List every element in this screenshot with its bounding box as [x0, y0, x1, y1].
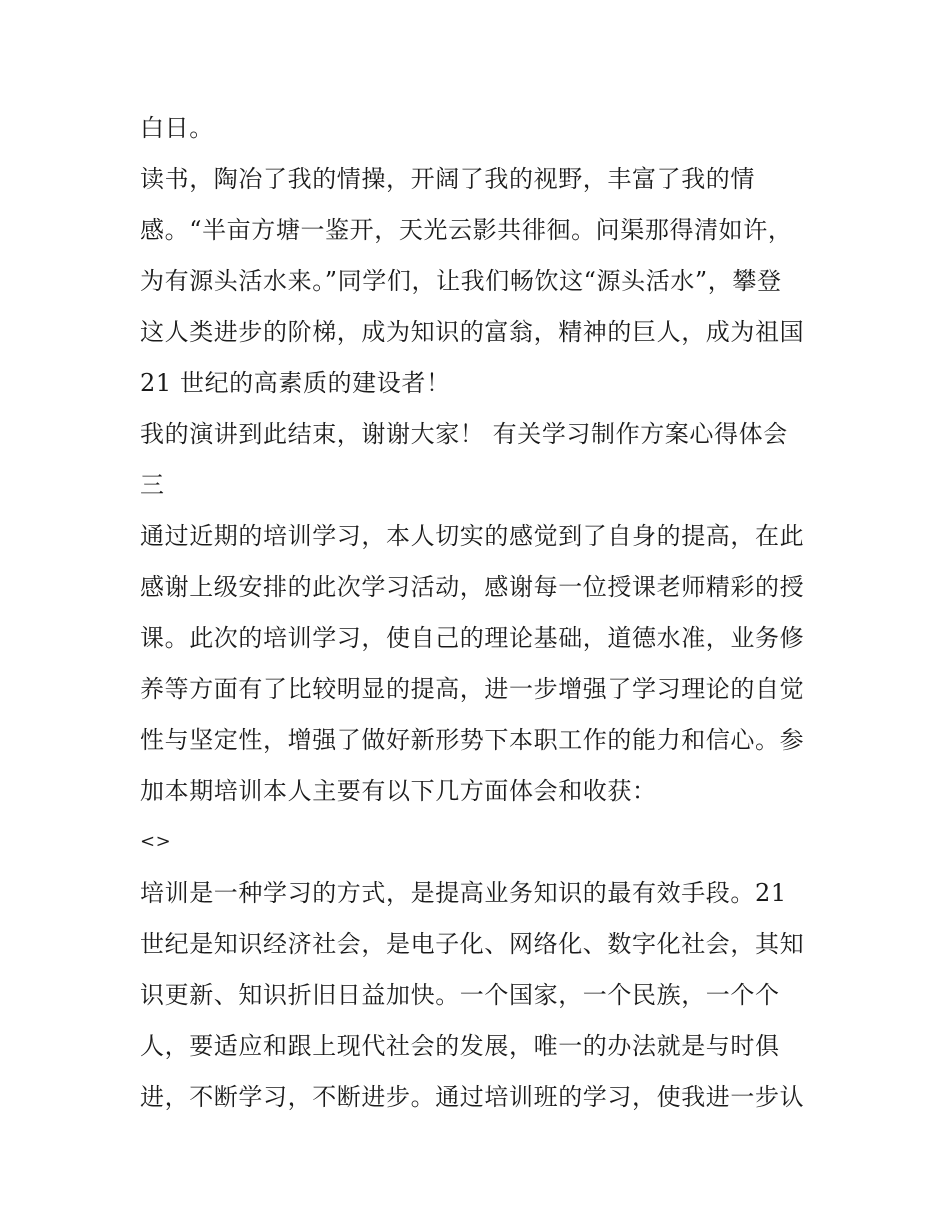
- text-line: 人，要适应和跟上现代社会的发展，唯一的办法就是与时俱: [140, 1032, 780, 1060]
- text-line: 培训是一种学习的方式，是提高业务知识的最有效手段。21: [140, 879, 787, 907]
- text-line: 我的演讲到此结束，谢谢大家！ 有关学习制作方案心得体会: [140, 420, 788, 448]
- text-line: 白日。: [140, 114, 214, 142]
- text-line: 感。“半亩方塘一鉴开，天光云影共徘徊。问渠那得清如许，: [140, 216, 793, 244]
- section-marker: <>: [140, 831, 172, 852]
- text-line: 读书，陶冶了我的情操，开阔了我的视野，丰富了我的情: [140, 165, 755, 193]
- text-line: 世纪是知识经济社会，是电子化、网络化、数字化社会，其知: [140, 930, 805, 958]
- text-line: 课。此次的培训学习，使自己的理论基础，道德水准，业务修: [140, 624, 805, 652]
- text-line: 21 世纪的高素质的建设者！: [140, 369, 451, 397]
- text-line: 为有源头活水来。”同学们，让我们畅饮这“源头活水”，攀登: [140, 267, 782, 295]
- text-line: 这人类进步的阶梯，成为知识的富翁，精神的巨人，成为祖国: [140, 318, 805, 346]
- text-line: 感谢上级安排的此次学习活动，感谢每一位授课老师精彩的授: [140, 573, 805, 601]
- document-body: [140, 108, 820, 1128]
- text-line: 识更新、知识折旧日益加快。一个国家，一个民族，一个个: [140, 981, 780, 1009]
- text-line: 三: [140, 471, 165, 499]
- text-line: 进，不断学习，不断进步。通过培训班的学习，使我进一步认: [140, 1083, 805, 1111]
- text-line: 加本期培训本人主要有以下几方面体会和收获：: [140, 777, 657, 805]
- text-line: 养等方面有了比较明显的提高，进一步增强了学习理论的自觉: [140, 675, 805, 703]
- text-line: 通过近期的培训学习，本人切实的感觉到了自身的提高，在此: [140, 522, 805, 550]
- text-line: 性与坚定性，增强了做好新形势下本职工作的能力和信心。参: [140, 726, 805, 754]
